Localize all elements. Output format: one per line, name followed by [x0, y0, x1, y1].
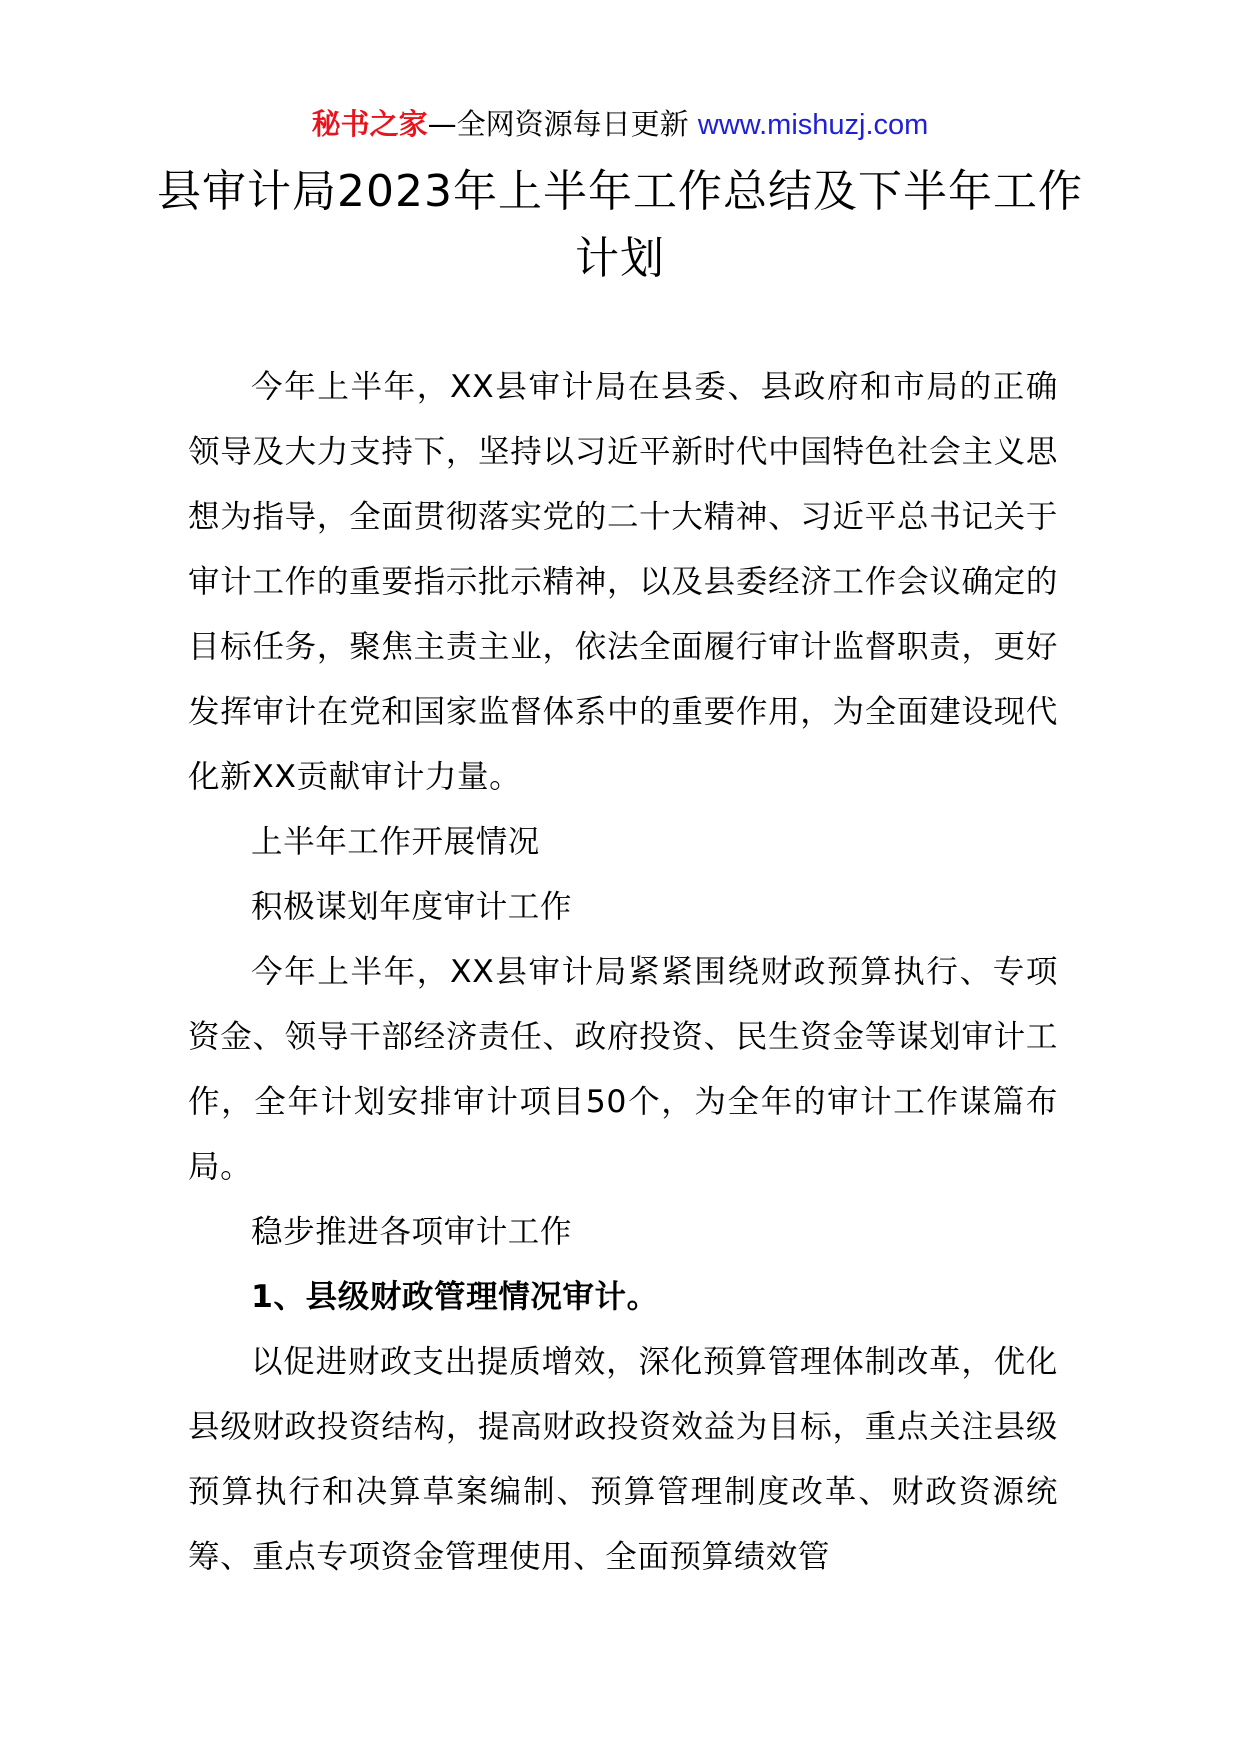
brand-url: www.mishuzj.com [697, 109, 929, 141]
item-heading: 1、县级财政管理情况审计。 [251, 1279, 659, 1315]
paragraph-planning: 今年上半年，XX县审计局紧紧围绕财政预算执行、专项资金、领导干部经济责任、政府投资、民生资金等谋划审计工作，全年计划安排审计项目50个，为全年的审计工作谋篇布局。 [188, 954, 1058, 1185]
paragraph-intro: 今年上半年，XX县审计局在县委、县政府和市局的正确领导及大力支持下，坚持以习近平新时代中国特色社会主义思想为指导，全面贯彻落实党的二十大精神、习近平总书记关于审计工作的重要指示批示精神，以及县委经济工作会议确定的目标任务，聚焦主责主业，依法全面履行审计监督职责，更好发挥审计在党和国家监督体系中的重要作用，为全面建设现代化新XX贡献审计力量。 [188, 369, 1058, 795]
subsection-heading: 积极谋划年度审计工作 [251, 889, 573, 925]
document-title: 县审计局2023年上半年工作总结及下半年工作计划 [157, 166, 1083, 284]
subsection-heading: 稳步推进各项审计工作 [251, 1214, 573, 1250]
document-body [188, 355, 1058, 1590]
watermark-header [0, 100, 1240, 149]
brand-name: 秘书之家 [311, 107, 428, 141]
paragraph-finance-audit: 以促进财政支出提质增效，深化预算管理体制改革，优化县级财政投资结构，提高财政投资效益为目标，重点关注县级预算执行和决算草案编制、预算管理制度改革、财政资源统筹、重点专项资金管理使用、全面预算绩效管 [188, 1344, 1058, 1575]
section-heading: 上半年工作开展情况 [251, 824, 540, 860]
brand-tagline: —全网资源每日更新 [427, 107, 698, 141]
